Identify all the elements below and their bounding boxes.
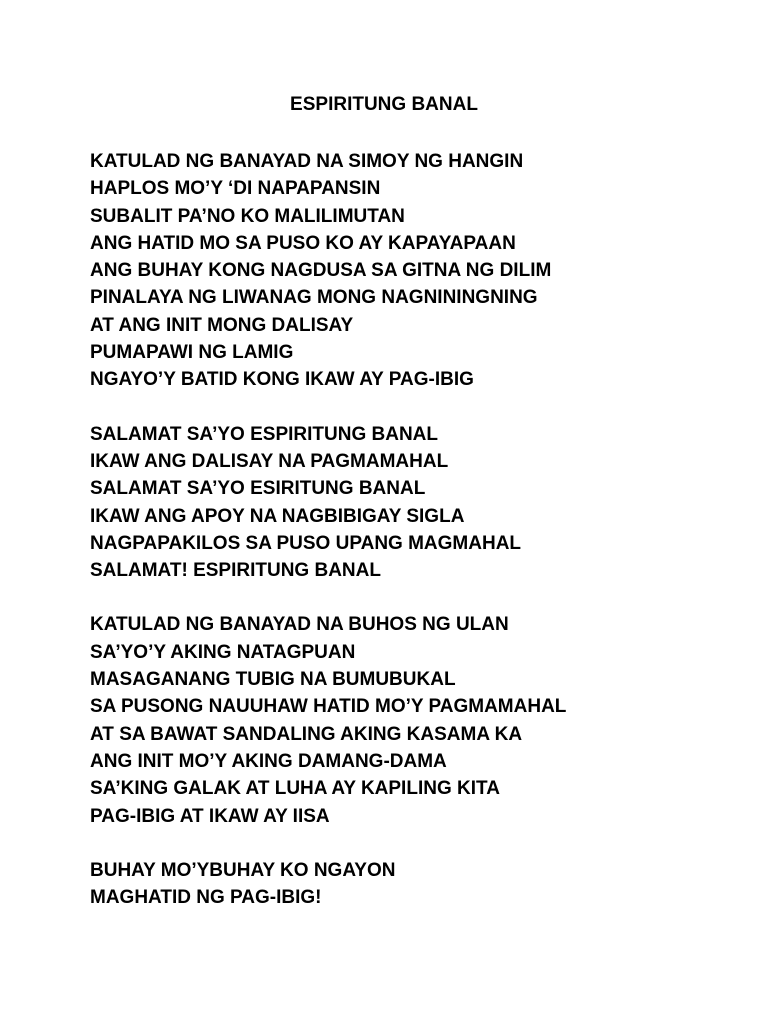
lyric-line: PINALAYA NG LIWANAG MONG NAGNININGNING: [90, 287, 538, 309]
lyric-line: ANG BUHAY KONG NAGDUSA SA GITNA NG DILIM: [90, 260, 552, 282]
lyric-line: BUHAY MO’YBUHAY KO NGAYON: [90, 859, 396, 881]
stanza-4: [90, 857, 730, 912]
lyric-line: MAGHATID NG PAG-IBIG!: [90, 887, 322, 909]
lyric-line: NAGPAPAKILOS SA PUSO UPANG MAGMAHAL: [90, 532, 522, 554]
lyric-line: SA’KING GALAK AT LUHA AY KAPILING KITA: [90, 778, 500, 800]
lyric-line: SUBALIT PA’NO KO MALILIMUTAN: [90, 205, 405, 227]
lyric-line: SA PUSONG NAUUHAW HATID MO’Y PAGMAMAHAL: [90, 696, 567, 718]
lyric-line: PAG-IBIG AT IKAW AY IISA: [90, 805, 330, 827]
lyric-line: KATULAD NG BANAYAD NA BUHOS NG ULAN: [90, 614, 509, 636]
lyric-line: IKAW ANG APOY NA NAGBIBIGAY SIGLA: [90, 505, 465, 527]
lyric-line: NGAYO’Y BATID KONG IKAW AY PAG-IBIG: [90, 369, 474, 391]
lyric-line: SALAMAT SA’YO ESPIRITUNG BANAL: [90, 423, 438, 445]
stanza-1: [90, 148, 730, 394]
lyric-line: PUMAPAWI NG LAMIG: [90, 342, 294, 364]
stanza-3: [90, 611, 730, 829]
lyric-line: SA’YO’Y AKING NATAGPUAN: [90, 641, 356, 663]
lyric-line: SALAMAT! ESPIRITUNG BANAL: [90, 560, 381, 582]
lyric-line: IKAW ANG DALISAY NA PAGMAMAHAL: [90, 450, 449, 472]
lyric-line: ANG HATID MO SA PUSO KO AY KAPAYAPAAN: [90, 232, 516, 254]
song-title: ESPIRITUNG BANAL: [290, 94, 478, 115]
stanza-2-chorus: [90, 421, 730, 585]
lyric-line: KATULAD NG BANAYAD NA SIMOY NG HANGIN: [90, 151, 524, 172]
lyric-line: AT ANG INIT MONG DALISAY: [90, 314, 354, 336]
lyric-line: ANG INIT MO’Y AKING DAMANG-DAMA: [90, 750, 447, 772]
lyrics-body: [90, 148, 730, 938]
lyric-line: HAPLOS MO’Y ‘DI NAPAPANSIN: [90, 178, 381, 200]
lyric-line: AT SA BAWAT SANDALING AKING KASAMA KA: [90, 723, 523, 745]
lyric-line: SALAMAT SA’YO ESIRITUNG BANAL: [90, 478, 426, 500]
lyric-line: MASAGANANG TUBIG NA BUMUBUKAL: [90, 669, 456, 691]
